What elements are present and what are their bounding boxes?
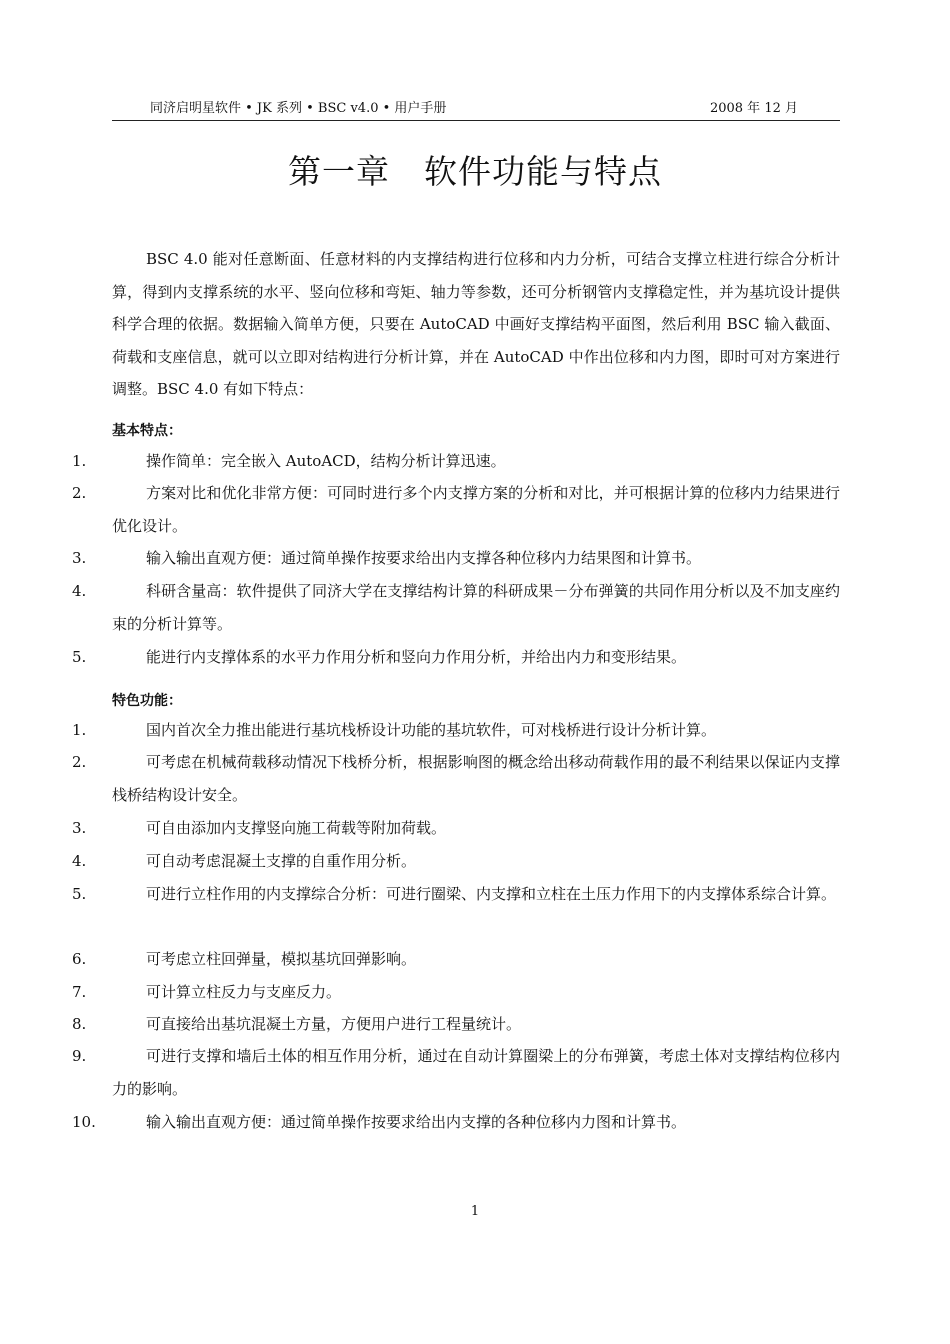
- chapter-title: 第一章 软件功能与特点: [288, 152, 662, 191]
- list-number: 3.: [72, 819, 87, 837]
- list-text: 可进行支撑和墙后土体的相互作用分析，通过在自动计算圈梁上的分布弹簧，考虑土体对支撑结构位移内力的影响。: [112, 1047, 840, 1098]
- special-features-heading: 特色功能：: [112, 693, 182, 709]
- list-text: 可进行立柱作用的内支撑综合分析：可进行圈梁、内支撑和立柱在土压力作用下的内支撑体系综合计算。: [146, 885, 837, 903]
- list-text: 输入输出直观方便：通过简单操作按要求给出内支撑的各种位移内力图和计算书。: [146, 1113, 687, 1131]
- list-text: 可考虑立柱回弹量，模拟基坑回弹影响。: [146, 950, 417, 968]
- list-text: 方案对比和优化非常方便：可同时进行多个内支撑方案的分析和对比，并可根据计算的位移内力结果进行优化设计。: [112, 484, 840, 535]
- list-number: 4.: [72, 852, 87, 870]
- list-text: 能进行内支撑体系的水平力作用分析和竖向力作用分析，并给出内力和变形结果。: [146, 648, 687, 666]
- list-text: 可计算立柱反力与支座反力。: [146, 983, 342, 1001]
- list-number: 7.: [72, 983, 87, 1001]
- list-number: 8.: [72, 1015, 87, 1033]
- basic-features-heading: 基本特点：: [112, 423, 182, 439]
- list-text: 输入输出直观方便：通过简单操作按要求给出内支撑各种位移内力结果图和计算书。: [146, 549, 702, 567]
- list-number: 6.: [72, 950, 87, 968]
- list-number: 1.: [72, 452, 87, 470]
- list-number: 3.: [72, 549, 87, 567]
- list-text: 可直接给出基坑混凝土方量，方便用户进行工程量统计。: [146, 1015, 522, 1033]
- list-number: 1.: [72, 721, 87, 739]
- header-date: 2008 年 12 月: [709, 101, 798, 116]
- list-text: 国内首次全力推出能进行基坑栈桥设计功能的基坑软件，可对栈桥进行设计分析计算。: [146, 721, 717, 739]
- list-number: 2.: [72, 484, 87, 502]
- list-text: 可考虑在机械荷载移动情况下栈桥分析，根据影响图的概念给出移动荷载作用的最不利结果以保证内支撑栈桥结构设计安全。: [112, 753, 840, 804]
- header-left-text: 同济启明星软件 • JK 系列 • BSC v4.0 • 用户手册: [150, 101, 447, 116]
- list-number: 4.: [72, 582, 87, 600]
- list-number: 10.: [72, 1113, 96, 1131]
- list-number: 2.: [72, 753, 87, 771]
- list-number: 9.: [72, 1047, 87, 1065]
- page-header: [112, 100, 840, 121]
- list-number: 5.: [72, 885, 87, 903]
- list-text: 科研含量高：软件提供了同济大学在支撑结构计算的科研成果－分布弹簧的共同作用分析以及不加支座约束的分析计算等。: [112, 582, 840, 633]
- list-number: 5.: [72, 648, 87, 666]
- list-text: 可自动考虑混凝土支撑的自重作用分析。: [146, 852, 417, 870]
- list-text: 操作简单：完全嵌入 AutoACD，结构分析计算迅速。: [146, 452, 506, 470]
- list-text: 可自由添加内支撑竖向施工荷载等附加荷载。: [146, 819, 447, 837]
- intro-paragraph: BSC 4.0 能对任意断面、任意材料的内支撑结构进行位移和内力分析，可结合支撑立柱进行综合分析计算，得到内支撑系统的水平、竖向位移和弯矩、轴力等参数，还可分析钢管内支撑稳定性，并为基坑设计提供科学合理的依据。数据输入简单方便，只要在 AutoCAD 中画好支撑结构平面图，然后利用 BSC 输入截面、荷载和支座信息，就可以立即对结构进行分析计算，并在 AutoCAD 中作出位移和内力图，即时可对方案进行调整。BSC 4.0 有如下特点：: [112, 250, 840, 398]
- page-number: 1: [470, 1204, 480, 1219]
